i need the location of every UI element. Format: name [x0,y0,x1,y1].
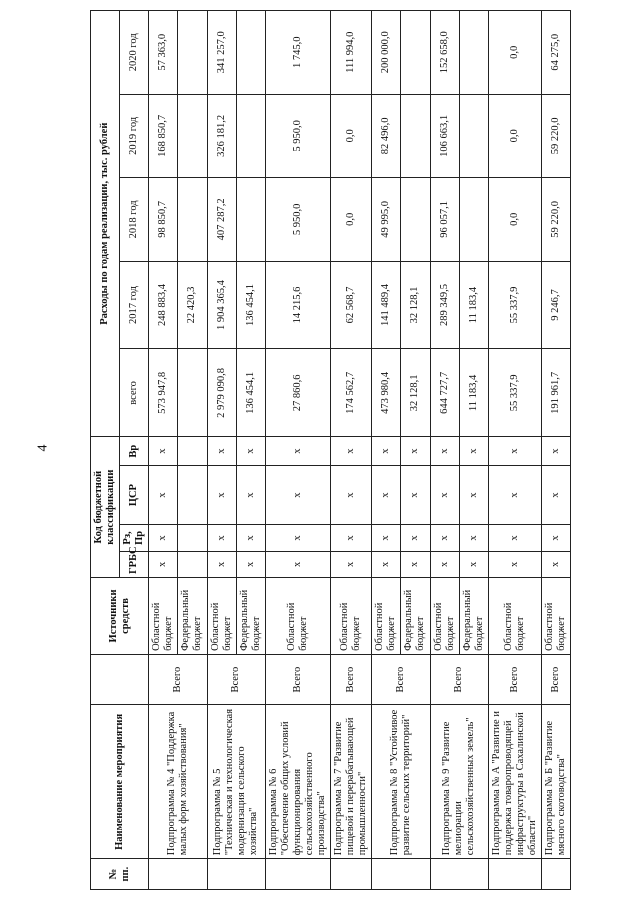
cell-vr: х [331,437,372,466]
cell-csr: х [401,465,430,524]
cell-source: Областной бюджет [430,578,459,655]
cell-rzpr: х [149,525,178,551]
cell-total: 473 980,4 [372,349,401,437]
cell-csr: х [207,465,236,524]
header-row-1 [91,11,120,890]
cell-2020: 111 994,0 [331,11,372,95]
cell-no [488,859,541,890]
cell-csr: х [149,465,178,524]
cell-total: 27 860,6 [265,349,330,437]
cell-2020: 64 275,0 [542,11,571,95]
cell-rzpr: х [488,525,541,551]
cell-2019: 5 950,0 [265,94,330,178]
cell-2019: 59 220,0 [542,94,571,178]
cell-2018: 96 057,1 [430,178,459,262]
cell-no [430,859,488,890]
cell-2019: 106 663,1 [430,94,459,178]
cell-rzpr: х [401,525,430,551]
cell-total: 2 979 090,8 [207,349,236,437]
cell-csr: х [459,465,488,524]
cell-source: Областной бюджет [542,578,571,655]
cell-2020 [459,11,488,95]
cell-rzpr: х [207,525,236,551]
cell-2017: 141 489,4 [372,261,401,349]
cell-grbs: х [331,551,372,577]
header-name: Наименование мероприятия [91,705,149,859]
cell-vr: х [207,437,236,466]
cell-csr: х [430,465,459,524]
cell-vr [178,437,207,466]
header-2018: 2018 год [120,178,149,262]
cell-scope: Всего [331,654,372,705]
cell-2020 [236,11,265,95]
table-row [331,11,372,890]
cell-no [542,859,571,890]
cell-total: 191 961,7 [542,349,571,437]
cell-csr: х [488,465,541,524]
cell-csr [178,465,207,524]
cell-source: Областной бюджет [265,578,330,655]
cell-2017: 14 215,6 [265,261,330,349]
cell-grbs: х [430,551,459,577]
cell-total: 11 183,4 [459,349,488,437]
cell-name: Подпрограмма № 4 "Поддержка малых форм хозяйствования" [149,705,207,859]
cell-2020: 152 658,0 [430,11,459,95]
cell-2017: 1 904 365,4 [207,261,236,349]
cell-grbs: х [236,551,265,577]
cell-vr: х [372,437,401,466]
cell-scope: Всего [207,654,265,705]
cell-csr: х [236,465,265,524]
cell-2017: 55 337,9 [488,261,541,349]
cell-grbs: х [207,551,236,577]
cell-2017: 11 183,4 [459,261,488,349]
header-expenses-group: Расходы по годам реализации, тыс. рублей [91,11,120,437]
header-total: всего [120,349,149,437]
cell-2020: 1 745,0 [265,11,330,95]
cell-scope: Всего [265,654,330,705]
cell-2019 [236,94,265,178]
cell-scope: Всего [542,654,571,705]
table-body [149,11,571,890]
cell-2019 [178,94,207,178]
cell-csr: х [372,465,401,524]
rotated-table-container [90,10,630,890]
cell-rzpr: х [265,525,330,551]
cell-no [372,859,430,890]
table-row [372,11,401,890]
cell-source: Федеральный бюджет [401,578,430,655]
cell-grbs: х [372,551,401,577]
cell-2019: 168 850,7 [149,94,178,178]
cell-total: 174 562,7 [331,349,372,437]
cell-2019: 0,0 [488,94,541,178]
cell-total: 136 454,1 [236,349,265,437]
header-2020: 2020 год [120,11,149,95]
cell-grbs: х [149,551,178,577]
cell-2018 [459,178,488,262]
cell-grbs: х [488,551,541,577]
cell-2018: 49 995,0 [372,178,401,262]
cell-2018: 5 950,0 [265,178,330,262]
cell-vr: х [236,437,265,466]
cell-2019: 326 181,2 [207,94,236,178]
cell-2017: 62 568,7 [331,261,372,349]
cell-total: 573 947,8 [149,349,178,437]
cell-2017: 289 349,5 [430,261,459,349]
table-row [207,11,236,890]
cell-vr: х [459,437,488,466]
header-2017: 2017 год [120,261,149,349]
cell-2018: 0,0 [331,178,372,262]
cell-grbs: х [265,551,330,577]
cell-name: Подпрограмма № 8 "Устойчивое развитие сельских территорий" [372,705,430,859]
cell-2018: 407 287,2 [207,178,236,262]
table-wrapper [90,10,630,890]
cell-no [331,859,372,890]
cell-2019 [459,94,488,178]
cell-scope: Всего [149,654,207,705]
cell-vr: х [401,437,430,466]
cell-no [149,859,207,890]
cell-scope: Всего [488,654,541,705]
cell-source: Областной бюджет [488,578,541,655]
cell-total: 32 128,1 [401,349,430,437]
cell-2018 [401,178,430,262]
header-code-group: Код бюджетной классификации [91,437,120,578]
table-row [542,11,571,890]
cell-rzpr: х [542,525,571,551]
cell-source: Областной бюджет [372,578,401,655]
cell-csr: х [265,465,330,524]
table-row [149,11,178,890]
header-2019: 2019 год [120,94,149,178]
cell-rzpr: х [459,525,488,551]
cell-no [265,859,330,890]
cell-2020: 0,0 [488,11,541,95]
cell-2018 [236,178,265,262]
cell-rzpr: х [236,525,265,551]
cell-total [178,349,207,437]
cell-2020: 341 257,0 [207,11,236,95]
table-row [488,11,541,890]
cell-2020 [401,11,430,95]
cell-csr: х [331,465,372,524]
cell-scope: Всего [430,654,488,705]
cell-vr: х [542,437,571,466]
header-vr: Вр [120,437,149,466]
cell-grbs [178,551,207,577]
table-row [430,11,459,890]
cell-source: Федеральный бюджет [178,578,207,655]
cell-name: Подпрограмма № 7 "Развитие пищевой и перерабатывающей промышленности" [331,705,372,859]
header-sources: Источники средств [91,578,149,655]
cell-2020 [178,11,207,95]
cell-name: Подпрограмма № 5 "Техническая и технологическая модернизация сельского хозяйства" [207,705,265,859]
cell-total: 55 337,9 [488,349,541,437]
cell-2020: 200 000,0 [372,11,401,95]
cell-total: 644 727,7 [430,349,459,437]
cell-2018: 0,0 [488,178,541,262]
header-grbs: ГРБС [120,551,149,577]
cell-name: Подпрограмма № А "Развитие и поддержка товаропроводящей инфраструктуры в Сахалинской области" [488,705,541,859]
cell-2017: 248 883,4 [149,261,178,349]
cell-source: Федеральный бюджет [459,578,488,655]
cell-name: Подпрограмма № 9 "Развитие мелиорации сельскохозяйственных земель" [430,705,488,859]
budget-table [90,10,571,890]
cell-2019: 82 496,0 [372,94,401,178]
cell-grbs: х [459,551,488,577]
cell-2017: 22 420,3 [178,261,207,349]
cell-rzpr: х [331,525,372,551]
cell-2018 [178,178,207,262]
cell-csr: х [542,465,571,524]
cell-grbs: х [401,551,430,577]
cell-rzpr: х [430,525,459,551]
cell-no [207,859,265,890]
cell-rzpr: х [372,525,401,551]
cell-vr: х [488,437,541,466]
cell-2020: 57 363,0 [149,11,178,95]
cell-2017: 9 246,7 [542,261,571,349]
cell-vr: х [149,437,178,466]
cell-source: Федеральный бюджет [236,578,265,655]
cell-2017: 136 454,1 [236,261,265,349]
header-scope [91,654,149,705]
cell-vr: х [430,437,459,466]
cell-vr: х [265,437,330,466]
cell-2018: 98 850,7 [149,178,178,262]
cell-2017: 32 128,1 [401,261,430,349]
cell-source: Областной бюджет [207,578,236,655]
header-csr: ЦСР [120,465,149,524]
page-number: 4 [35,444,51,452]
cell-rzpr [178,525,207,551]
table-row [265,11,330,890]
header-rzpr: Рз, Пр [120,525,149,551]
cell-scope: Всего [372,654,430,705]
cell-name: Подпрограмма № Б "Развитие мясного скотоводства" [542,705,571,859]
cell-name: Подпрограмма № 6 "Обеспечение общих условий функционирования сельскохозяйственного производства" [265,705,330,859]
cell-source: Областной бюджет [149,578,178,655]
cell-source: Областной бюджет [331,578,372,655]
cell-2019 [401,94,430,178]
cell-grbs: х [542,551,571,577]
header-no: № пп. [91,859,149,890]
cell-2018: 59 220,0 [542,178,571,262]
cell-2019: 0,0 [331,94,372,178]
